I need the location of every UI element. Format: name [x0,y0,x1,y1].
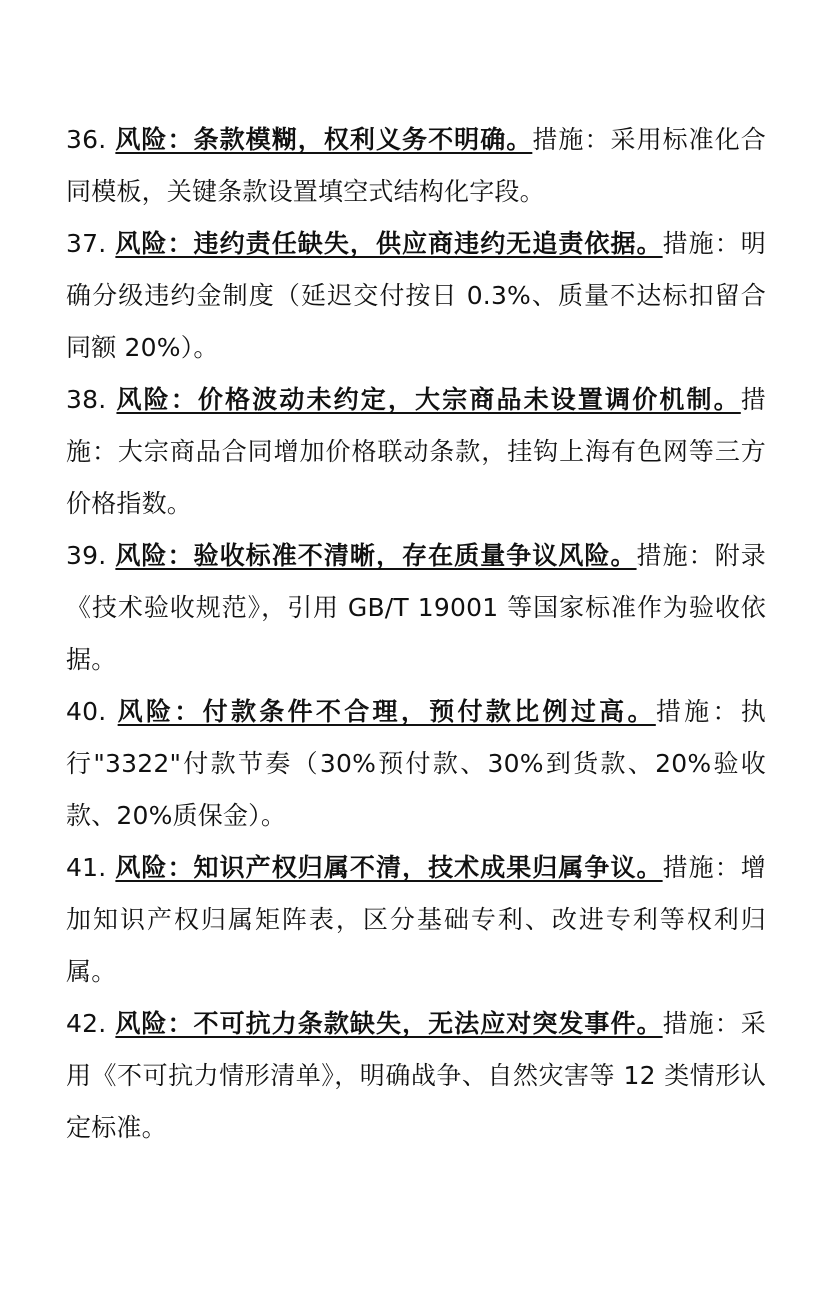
risk-text: 风险：不可抗力条款缺失，无法应对突发事件。 [115,1009,663,1038]
risk-text: 风险：价格波动未约定，大宗商品未设置调价机制。 [116,385,741,414]
item-number: 36. [66,125,116,154]
list-item-42 [66,998,766,1154]
measure-text: 措施：明确分级违约金制度（延迟交付按日 0.3%、质量不达标扣留合同额 20%）。 [66,229,767,362]
risk-text: 风险：付款条件不合理，预付款比例过高。 [117,697,656,726]
list-item-40 [66,686,766,842]
measure-text: 措施：大宗商品合同增加价格联动条款，挂钩上海有色网等三方价格指数。 [66,385,766,518]
measure-text: 措施：增加知识产权归属矩阵表，区分基础专利、改进专利等权利归属。 [66,853,767,986]
item-number: 41. [66,853,116,882]
risk-text: 风险：违约责任缺失，供应商违约无追责依据。 [115,229,663,258]
measure-text: 措施：执行"3322"付款节奏（30%预付款、30%到货款、20%验收款、20%质保金）。 [66,697,766,830]
list-item-36 [66,114,766,218]
item-number: 39. [66,541,116,570]
risk-text: 风险：条款模糊，权利义务不明确。 [115,125,533,154]
item-number: 37. [66,229,116,258]
risk-text: 风险：验收标准不清晰，存在质量争议风险。 [115,541,637,570]
list-item-38 [66,374,766,530]
document-body [66,114,766,1154]
measure-text: 措施：采用标准化合同模板，关键条款设置填空式结构化字段。 [66,125,766,206]
measure-text: 措施：附录《技术验收规范》，引用 GB/T 19001 等国家标准作为验收依据。 [66,541,766,674]
item-number: 38. [66,385,117,414]
item-number: 42. [66,1009,116,1038]
item-number: 40. [66,697,118,726]
list-item-39 [66,530,766,686]
list-item-37 [66,218,766,374]
list-item-41 [66,842,766,998]
risk-text: 风险：知识产权归属不清，技术成果归属争议。 [115,853,663,882]
measure-text: 措施：采用《不可抗力情形清单》，明确战争、自然灾害等 12 类情形认定标准。 [66,1009,767,1142]
